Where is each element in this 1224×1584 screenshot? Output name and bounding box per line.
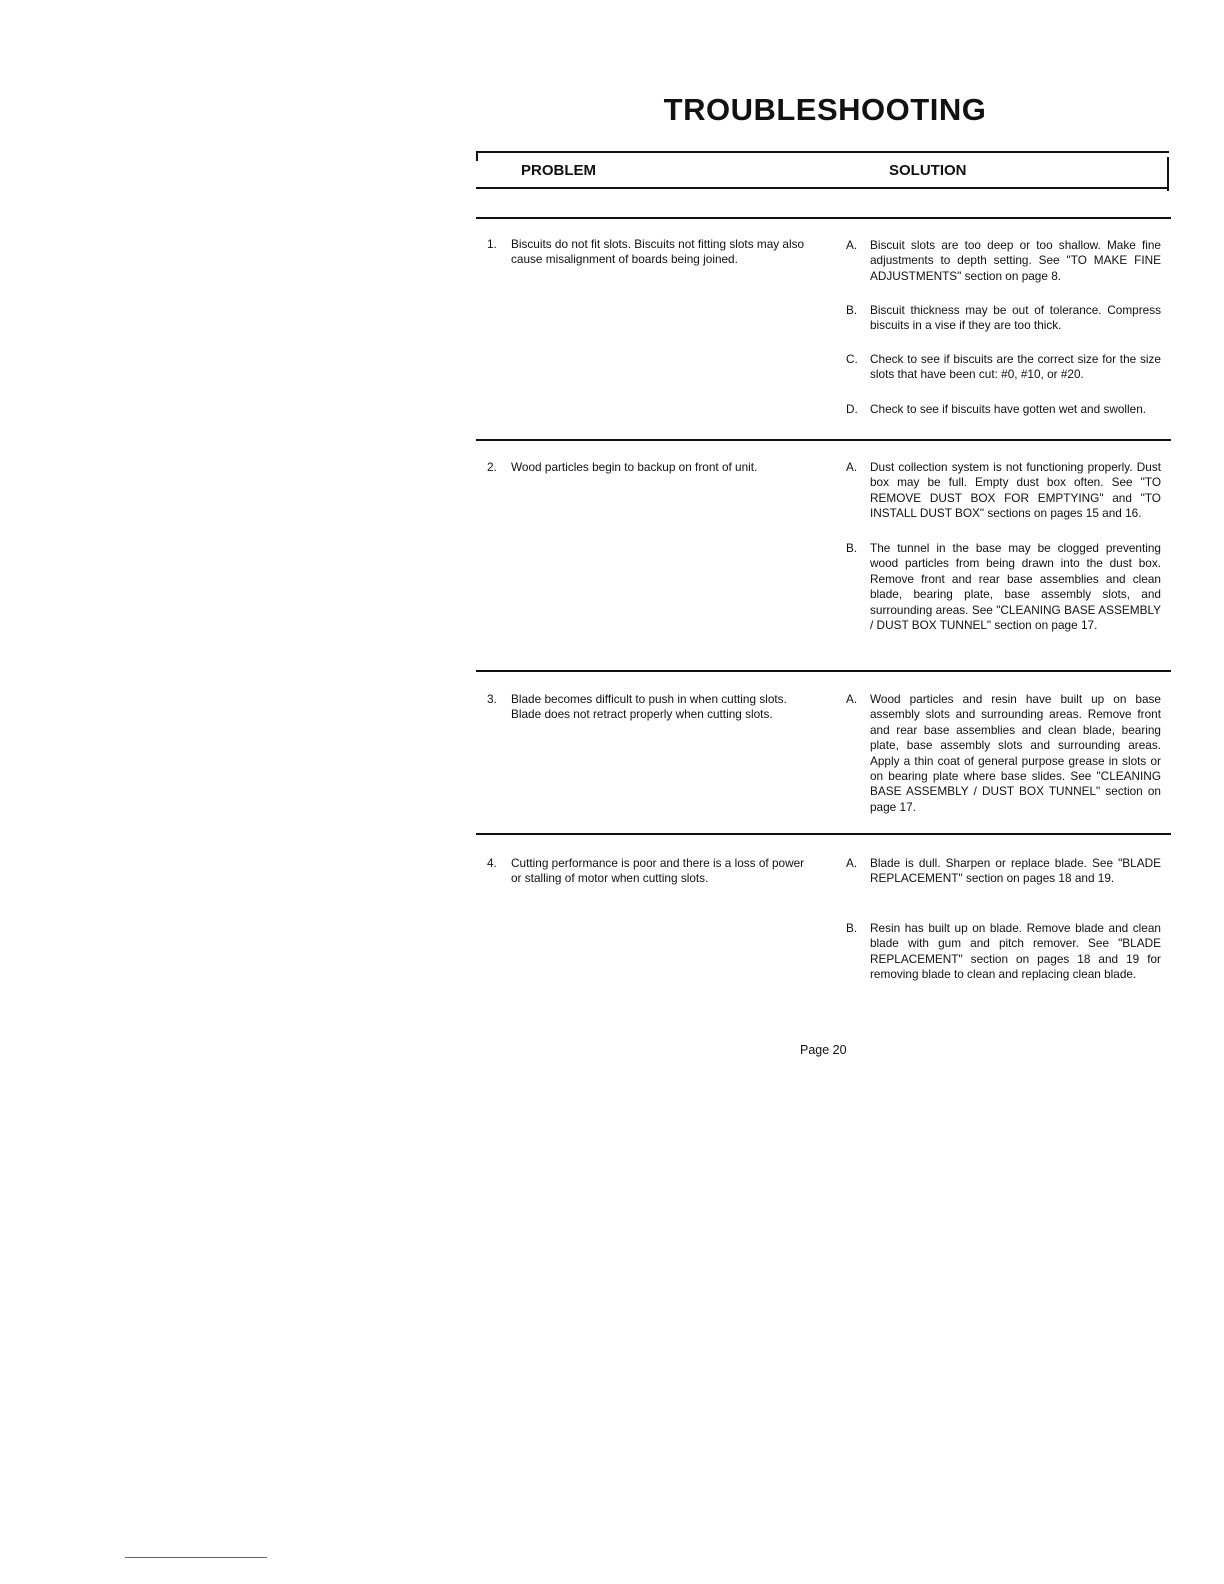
solution-text: Biscuit slots are too deep or too shallow. Make fine adjustments to depth setting. See "TO MAKE FINE ADJUSTMENTS" section on page 8. <box>870 238 1161 283</box>
solution-2b <box>846 541 1161 633</box>
problem-4 <box>487 856 807 887</box>
solution-letter: B. <box>846 303 858 317</box>
page-title: TROUBLESHOOTING <box>663 92 987 127</box>
page-number: Page 20 <box>800 1043 847 1057</box>
solution-4a <box>846 856 1161 887</box>
problem-1 <box>487 237 807 268</box>
problem-text: Biscuits do not fit slots. Biscuits not fitting slots may also cause misalignment of boards being joined. <box>511 237 805 267</box>
solution-text: The tunnel in the base may be clogged preventing wood particles from being drawn into the dust box. Remove front and rear base assemblies and clean blade, bearing plate, base assembly slots, and surrounding areas. See "CLEANING BASE ASSEMBLY / DUST BOX TUNNEL" section on page 17. <box>870 541 1161 633</box>
solution-2a <box>846 460 1161 522</box>
problem-text: Cutting performance is poor and there is a loss of power or stalling of motor when cutting slots. <box>511 856 805 886</box>
solution-letter: D. <box>846 402 858 416</box>
table-header <box>476 151 1169 189</box>
solution-letter: C. <box>846 352 858 366</box>
solution-letter: A. <box>846 238 858 252</box>
solution-1c <box>846 352 1161 383</box>
solution-text: Biscuit thickness may be out of tolerance. Compress biscuits in a vise if they are too thick. <box>870 303 1161 333</box>
problem-column-header: PROBLEM <box>521 162 596 179</box>
problem-number: 2. <box>487 460 497 474</box>
problem-text: Blade becomes difficult to push in when cutting slots. Blade does not retract properly when cutting slots. <box>511 692 787 722</box>
solution-text: Resin has built up on blade. Remove blade and clean blade with gum and pitch remover. See "BLADE REPLACEMENT" section on pages 18 and 19 for removing blade to clean and replacing clean blade. <box>870 921 1161 982</box>
solution-text: Check to see if biscuits have gotten wet and swollen. <box>870 402 1147 416</box>
problem-3 <box>487 692 807 723</box>
solution-1b <box>846 303 1161 334</box>
bottom-rule <box>125 1557 267 1558</box>
solution-4b <box>846 921 1161 983</box>
solution-letter: A. <box>846 460 858 474</box>
solution-column-header: SOLUTION <box>889 162 967 179</box>
solution-text: Wood particles and resin have built up on base assembly slots and surrounding areas. Remove front and rear base assemblies and clean blade, bearing plate, base assembly slots and surrounding areas. Apply a thin coat of general purpose grease in slots or on bearing plate where base slides. See "CLEANING BASE ASSEMBLY / DUST BOX TUNNEL" section on page 17. <box>870 692 1161 814</box>
solution-text: Check to see if biscuits are the correct size for the size slots that have been cut: #0, #10, or #20. <box>870 352 1161 382</box>
problem-2 <box>487 460 807 475</box>
problem-number: 1. <box>487 237 497 251</box>
row-divider <box>476 833 1171 835</box>
solution-letter: B. <box>846 541 858 555</box>
row-divider <box>476 217 1171 219</box>
solution-letter: A. <box>846 692 858 706</box>
row-divider <box>476 670 1171 672</box>
solution-text: Blade is dull. Sharpen or replace blade. See "BLADE REPLACEMENT" section on pages 18 and 19. <box>870 856 1161 886</box>
solution-letter: B. <box>846 921 858 935</box>
solution-text: Dust collection system is not functioning properly. Dust box may be full. Empty dust box often. See "TO REMOVE DUST BOX FOR EMPTYING" and "TO INSTALL DUST BOX" sections on pages 15 and 16. <box>870 460 1161 521</box>
row-divider <box>476 439 1171 441</box>
solution-1a <box>846 238 1161 284</box>
problem-text: Wood particles begin to backup on front of unit. <box>511 460 758 474</box>
problem-number: 4. <box>487 856 497 870</box>
solution-1d <box>846 402 1161 417</box>
problem-number: 3. <box>487 692 497 706</box>
solution-letter: A. <box>846 856 858 870</box>
solution-3a <box>846 692 1161 815</box>
